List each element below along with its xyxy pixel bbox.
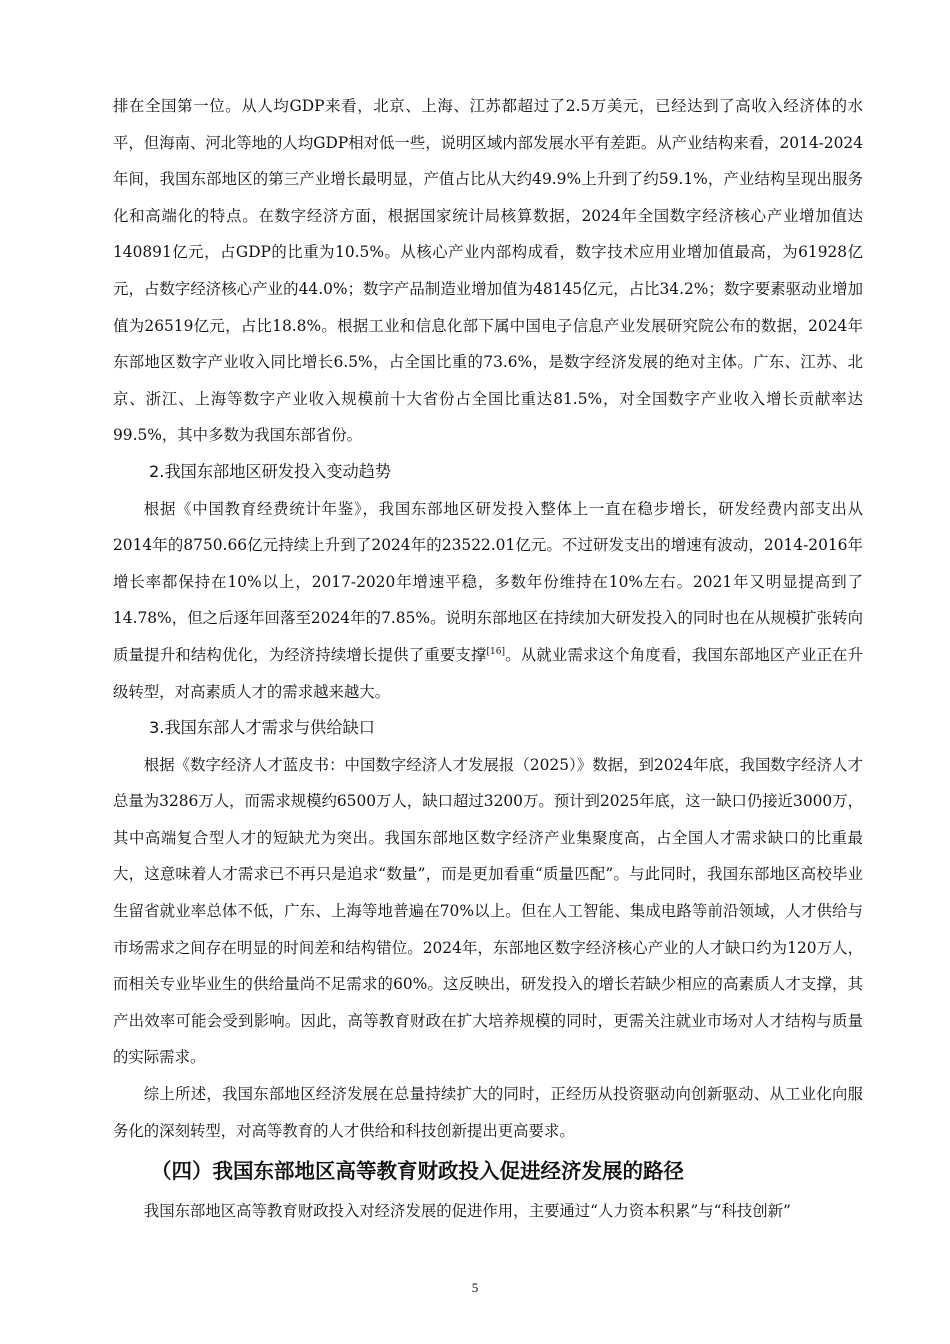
paragraph-talent-gap: 根据《数字经济人才蓝皮书：中国数字经济人才发展报（2025）》数据，到2024年底，我国数字经济人才总量为3286万人，而需求规模约6500万人，缺口超过3200万。预计到2025年底，这一缺口仍接近3000万，其中高端复合型人才的短缺尤为突出。我国东部地区数字经济产业集聚度高，占全国人才需求缺口的比重最大，这意味着人才需求已不再只是追求“数量”，而是更加看重“质量匹配”。与此同时，我国东部地区高校毕业生留省就业率总体不低，广东、上海等地普遍在70%以上。但在人工智能、集成电路等前沿领域，人才供给与市场需求之间存在明显的时间差和结构错位。2024年，东部地区数字经济核心产业的人才缺口约为120万人，而相关专业毕业生的供给量尚不足需求的60%。这反映出，研发投入的增长若缺少相应的高素质人才支撑，其产出效率可能会受到影响。因此，高等教育财政在扩大培养规模的同时，更需关注就业市场对人才结构与质量的实际需求。 bbox=[113, 755, 863, 1067]
page-content bbox=[113, 88, 863, 1230]
paragraph-pathway-intro: 我国东部地区高等教育财政投入对经济发展的促进作用，主要通过“人力资本积累”与“科技创新” bbox=[143, 1202, 791, 1221]
paragraph-rd-investment-text: 根据《中国教育经费统计年鉴》，我国东部地区研发投入整体上一直在稳步增长，研发经费内部支出从2014年的8750.66亿元持续上升到了2024年的23522.01亿元。不过研发支出的增速有波动，2014-2016年增长率都保持在10%以上，2017-2020年增速平稳，多数年份维持在10%左右。2021年又明显提高到了14.78%，但之后逐年回落至2024年的7.85%。说明东部地区在持续加大研发投入的同时也在从规模扩张转向质量提升和结构优化，为经济持续增长提供了重要支撑 bbox=[113, 499, 863, 664]
paragraph-summary: 综上所述，我国东部地区经济发展在总量持续扩大的同时，正经历从投资驱动向创新驱动、从工业化向服务化的深刻转型，对高等教育的人才供给和科技创新提出更高要求。 bbox=[113, 1085, 863, 1140]
reference-marker: [16] bbox=[486, 646, 506, 657]
paragraph-rd-investment-tail: 。从就业需求这个角度看，我国东部地区产业正在升级转型，对高素质人才的需求越来越大。 bbox=[113, 645, 863, 701]
paragraph-rd-investment bbox=[113, 491, 863, 711]
heading-talent-gap: 3.我国东部人才需求与供给缺口 bbox=[149, 718, 375, 738]
heading-section-four: （四）我国东部地区高等教育财政投入促进经济发展的路径 bbox=[151, 1159, 684, 1184]
heading-rd-investment-trend: 2.我国东部地区研发投入变动趋势 bbox=[149, 461, 392, 481]
page-number: 5 bbox=[471, 1280, 479, 1295]
paragraph-economy-structure: 排在全国第一位。从人均GDP来看，北京、上海、江苏都超过了2.5万美元，已经达到了高收入经济体的水平，但海南、河北等地的人均GDP相对低一些，说明区域内部发展水平有差距。从产业结构来看，2014-2024年间，我国东部地区的第三产业增长最明显，产值占比从大约49.9%上升到了约59.1%，产业结构呈现出服务化和高端化的特点。在数字经济方面，根据国家统计局核算数据，2024年全国数字经济核心产业增加值达140891亿元，占GDP的比重为10.5%。从核心产业内部构成看，数字技术应用业增加值最高，为61928亿元，占数字经济核心产业的44.0%；数字产品制造业增加值为48145亿元，占比34.2%；数字要素驱动业增加值为26519亿元，占比18.8%。根据工业和信息化部下属中国电子信息产业发展研究院公布的数据，2024年东部地区数字产业收入同比增长6.5%，占全国比重的73.6%，是数字经济发展的绝对主体。广东、江苏、北京、浙江、上海等数字产业收入规模前十大省份占全国比重达81.5%，对全国数字产业收入增长贡献率达99.5%，其中多数为我国东部省份。 bbox=[113, 97, 863, 445]
